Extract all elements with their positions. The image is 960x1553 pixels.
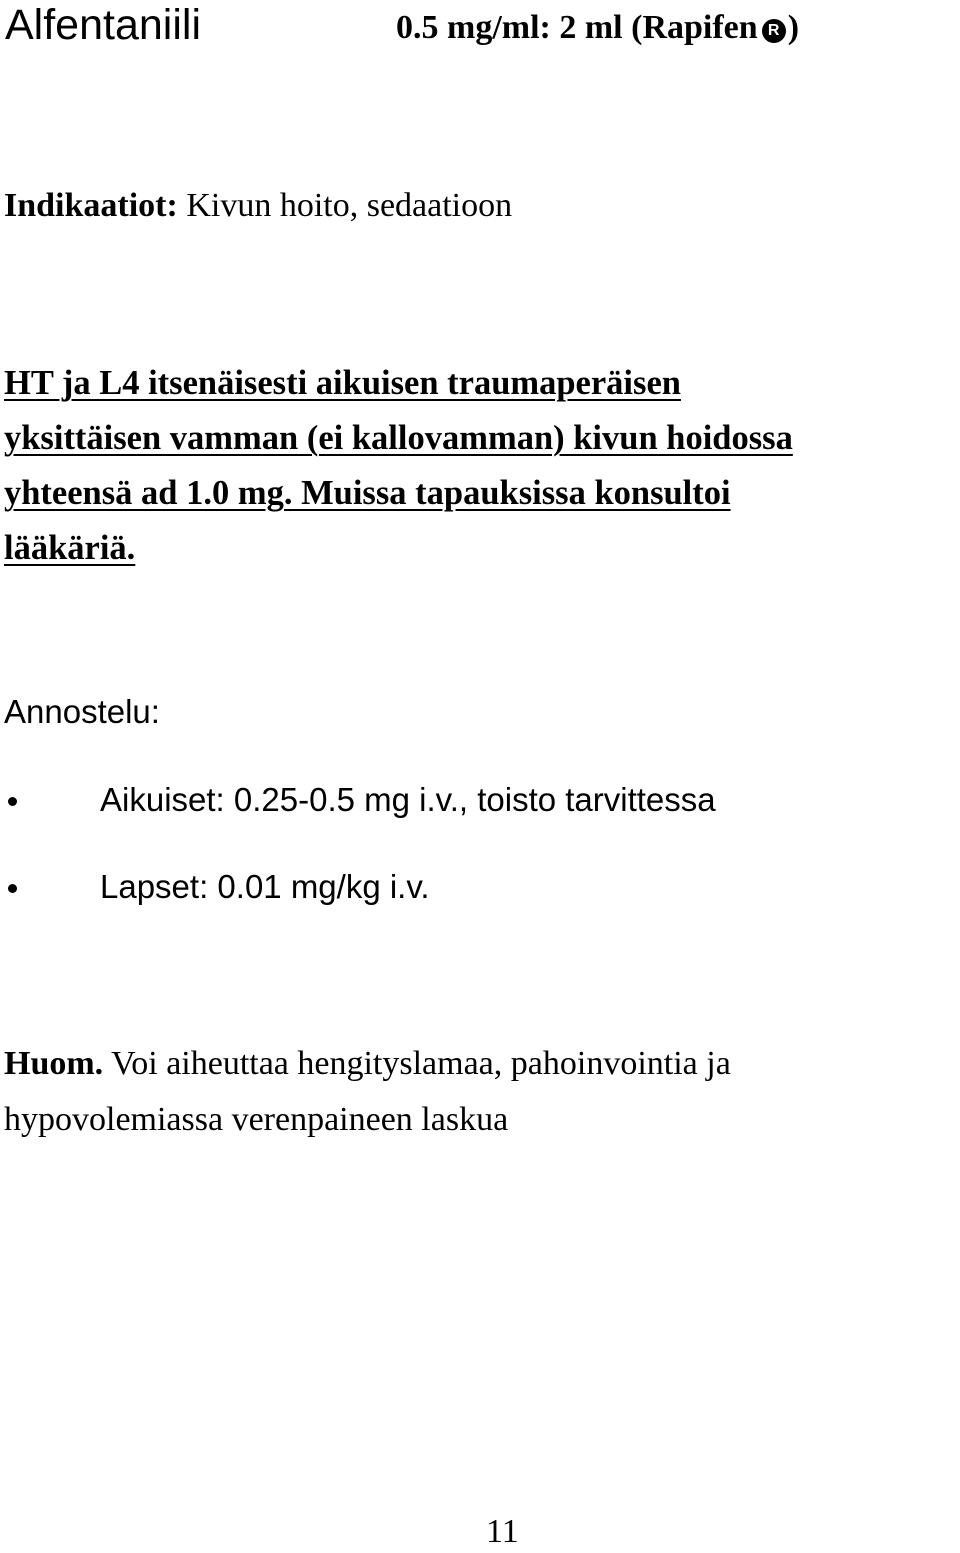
indications-label: Indikaatiot: [4,187,178,224]
page-number: 11 [486,1513,519,1550]
ht-line-1: HT ja L4 itsenäisesti aikuisen traumaperäisen [4,364,681,402]
dosing-label: Annostelu: [4,693,160,730]
dosing-adults: Aikuiset: 0.25-0.5 mg i.v., toisto tarvittessa [100,781,716,818]
ht-line-2: yksittäisen vamman (ei kallovamman) kivun hoidossa [4,419,793,457]
drug-name-title: Alfentaniili [5,1,201,49]
ht-line-4: lääkäriä. [4,529,136,567]
warning-note [4,1036,956,1148]
indications-text: Kivun hoito, sedaatioon [186,187,513,224]
bullet-icon [8,884,17,893]
note-text-1: Voi aiheuttaa hengityslamaa, pahoinvointia ja [111,1045,731,1082]
note-line-1 [4,1036,956,1092]
note-label: Huom. [4,1045,104,1082]
registered-mark-icon: R [762,19,786,43]
note-line-2: hypovolemiassa verenpaineen laskua [4,1101,509,1138]
ht-l4-instruction [4,356,956,576]
dosing-children: Lapset: 0.01 mg/kg i.v. [100,868,430,905]
strength-text: 0.5 mg/ml: 2 ml (Rapifen [396,9,758,46]
strength-close: ) [787,9,800,46]
drug-strength [396,8,799,48]
bullet-icon [8,797,17,806]
ht-line-3: yhteensä ad 1.0 mg. Muissa tapauksissa konsultoi [4,474,731,512]
indications [4,186,512,226]
